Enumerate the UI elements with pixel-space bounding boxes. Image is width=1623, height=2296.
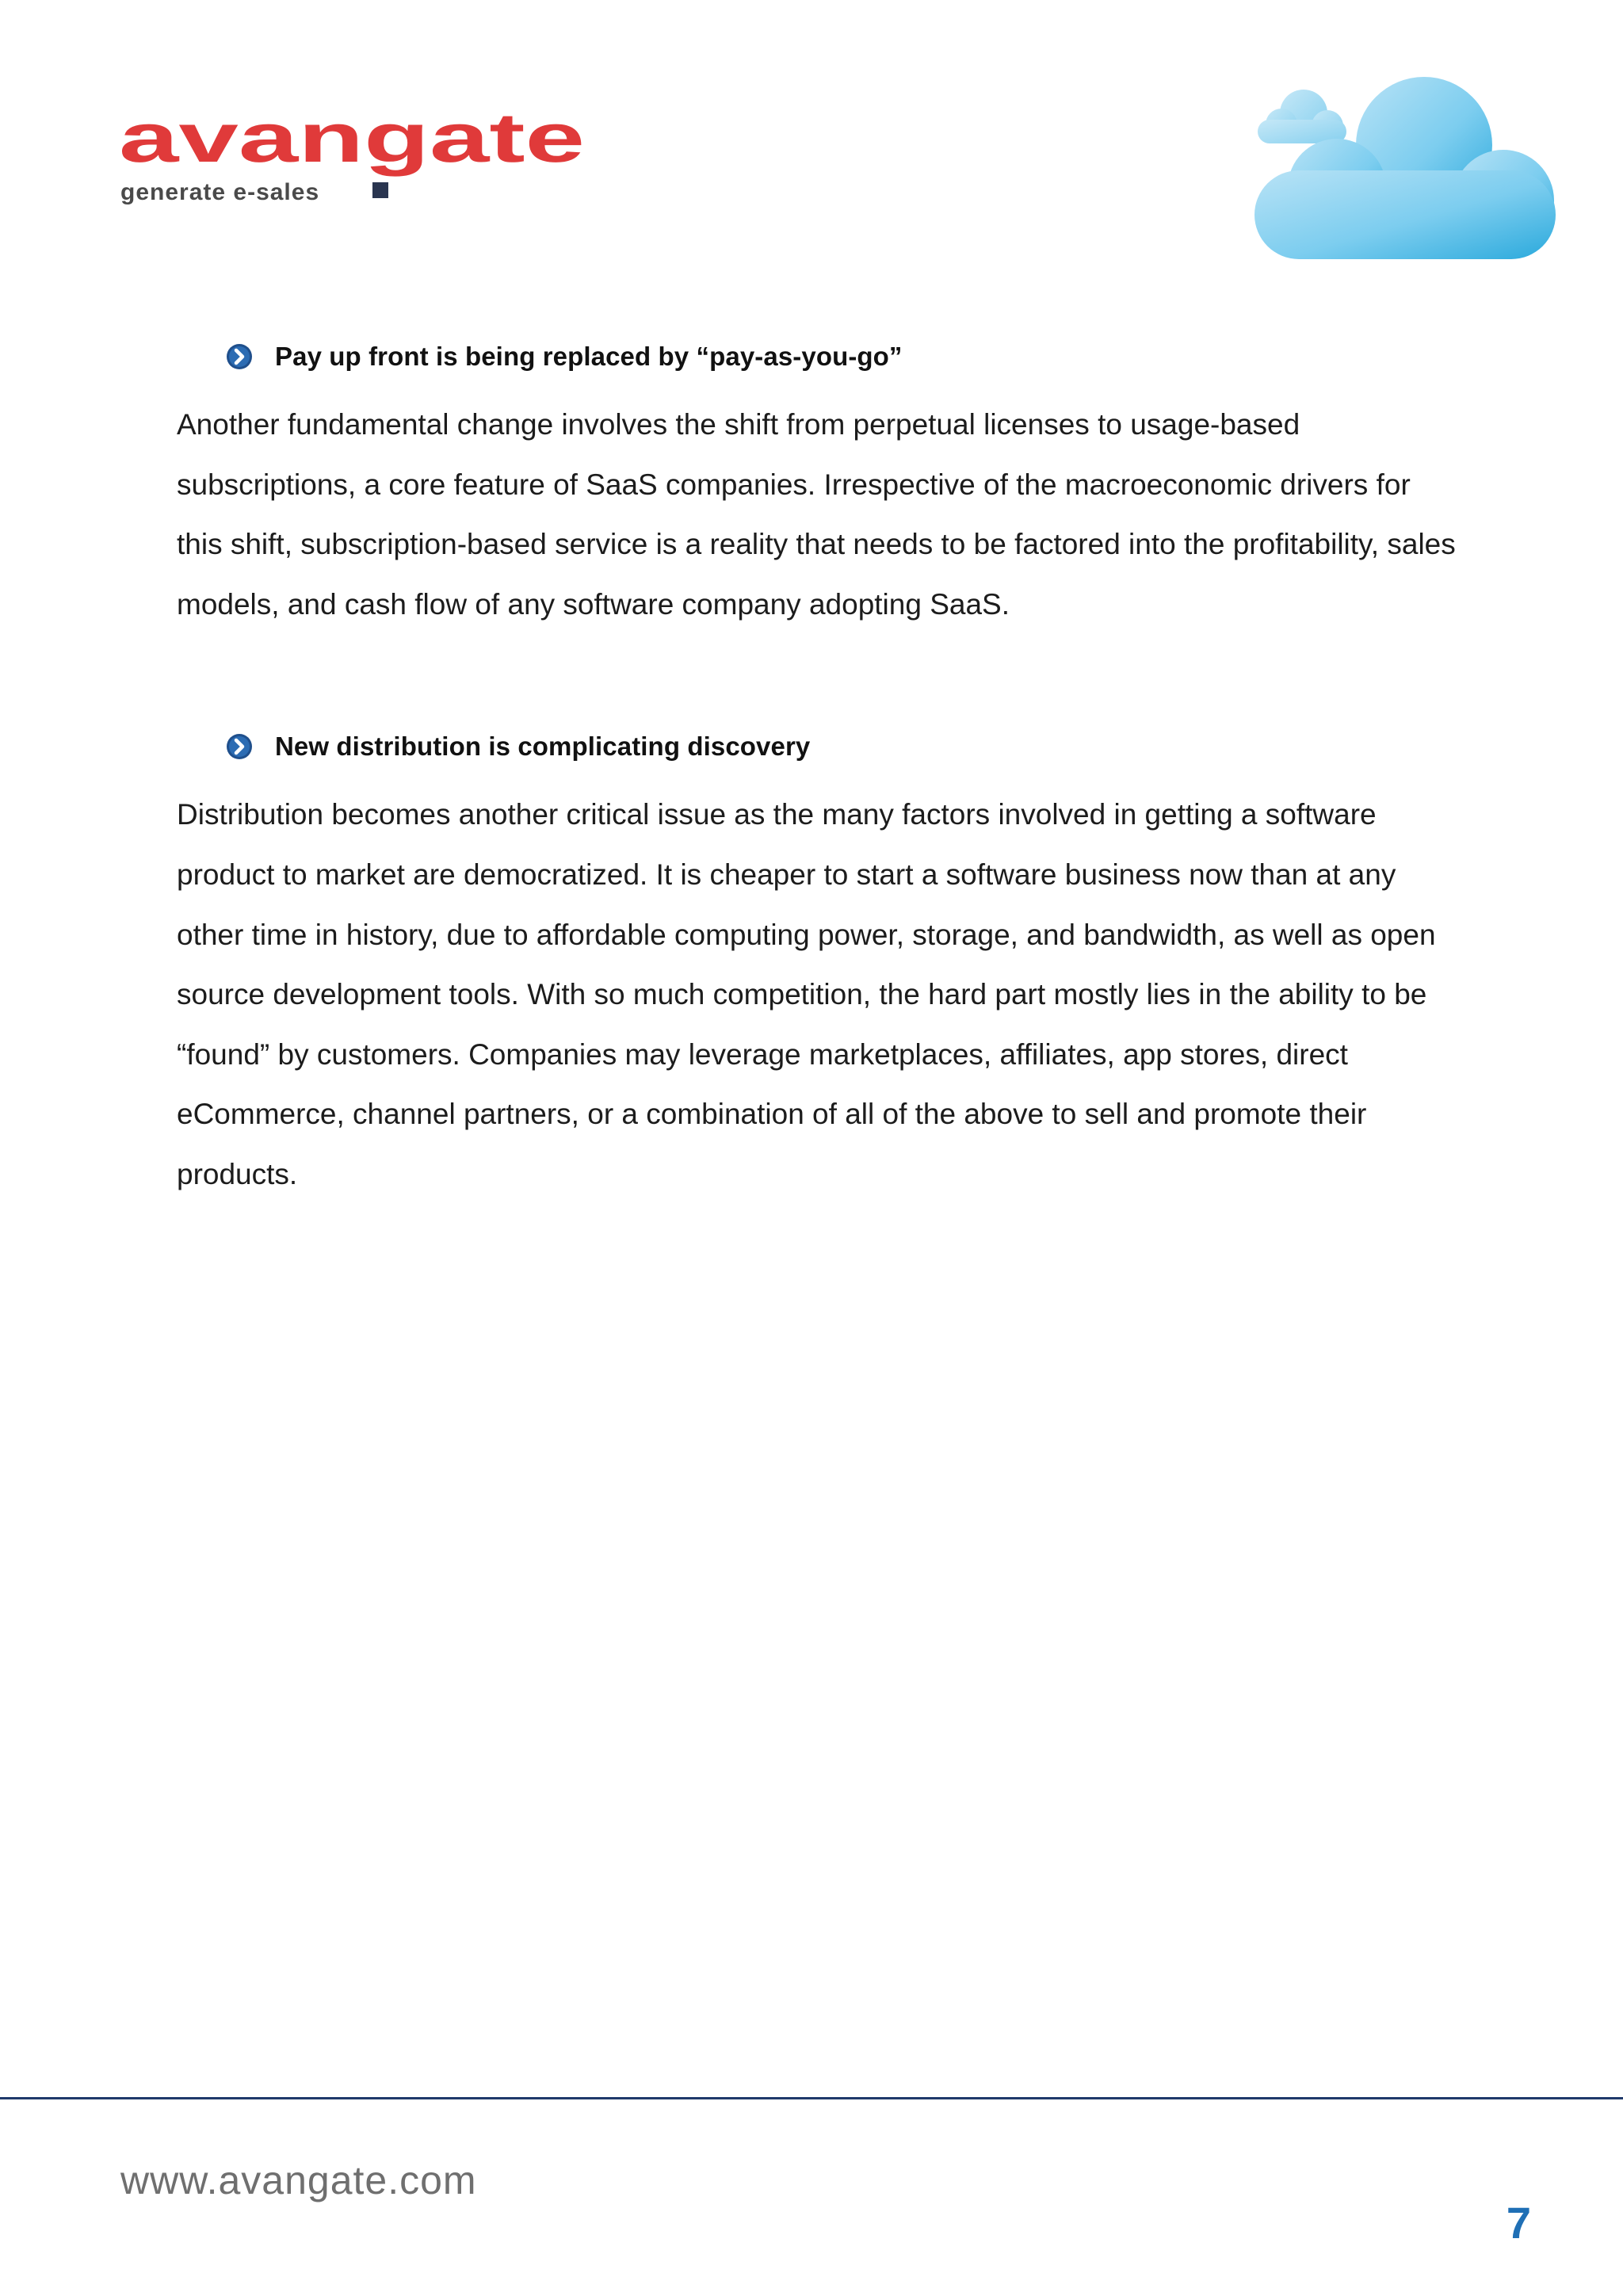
chevron-right-circle-icon (226, 343, 253, 370)
chevron-right-circle-icon (226, 733, 253, 760)
footer-divider (0, 2097, 1623, 2099)
section-paragraph: Another fundamental change involves the shift from perpetual licenses to usage-based subscriptions, a core feature of SaaS companies. Irrespective of the macroeconomic drivers for this shift, subscription-based service is a reality that needs to be factored into the profitability, sales models, and cash flow of any software company adopting SaaS. (177, 408, 1456, 621)
logo-square-icon (372, 182, 388, 198)
section-paragraph: Distribution becomes another critical issue as the many factors involved in getting a software product to market are democratized. It is cheaper to start a software business now than at any other time in history, due to affordable computing power, storage, and bandwidth, as well as open source development tools. With so much competition, the hard part mostly lies in the ability to be “found” by customers. Companies may leverage marketplaces, affiliates, app stores, direct eCommerce, channel partners, or a combination of all of the above to sell and promote their products. (177, 798, 1436, 1190)
logo-tagline: generate e-sales (120, 179, 320, 205)
avangate-logo (117, 111, 593, 214)
bullet-heading (226, 333, 1461, 380)
section-pay-as-you-go (177, 333, 1461, 634)
bullet-heading (226, 723, 1461, 770)
section-heading: Pay up front is being replaced by “pay-as-you-go” (275, 342, 903, 371)
cloud-icon (1248, 67, 1565, 266)
section-new-distribution (177, 723, 1461, 1204)
page-number: 7 (1506, 2198, 1531, 2248)
section-heading: New distribution is complicating discovery (275, 732, 811, 762)
footer-url: www.avangate.com (120, 2158, 477, 2202)
logo-word: avangate (119, 111, 585, 177)
document-body (177, 333, 1461, 1205)
